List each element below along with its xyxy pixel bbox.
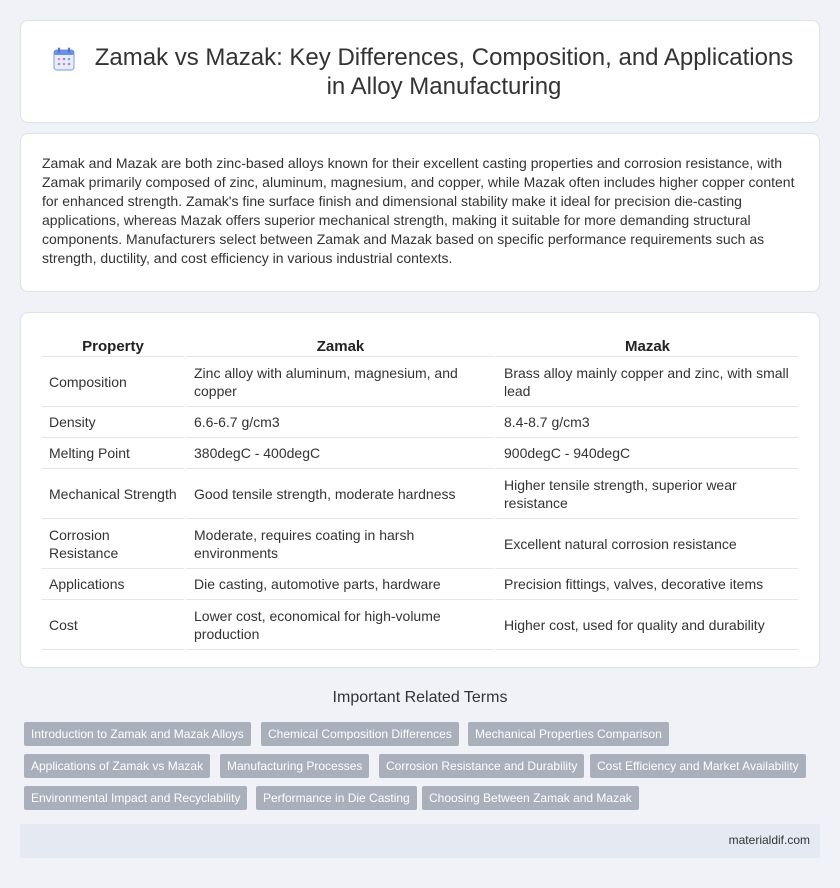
- intro-card: [20, 133, 820, 292]
- table-cell: Zinc alloy with aluminum, magnesium, and copper: [184, 357, 494, 407]
- footer-bar: [20, 824, 820, 858]
- table-row: [42, 438, 798, 469]
- related-term-chip[interactable]: Environmental Impact and Recyclability: [24, 786, 247, 810]
- related-term-chip[interactable]: Cost Efficiency and Market Availability: [590, 754, 806, 778]
- table-cell: 8.4-8.7 g/cm3: [494, 407, 798, 438]
- related-term-chip[interactable]: Choosing Between Zamak and Mazak: [422, 786, 639, 810]
- table-row: [42, 357, 798, 407]
- table-cell: Good tensile strength, moderate hardness: [184, 469, 494, 519]
- table-cell: Lower cost, economical for high-volume production: [184, 600, 494, 650]
- table-cell: Precision fittings, valves, decorative items: [494, 569, 798, 600]
- comparison-table: [42, 333, 798, 650]
- page-title: Zamak vs Mazak: Key Differences, Composition, and Applications in Alloy Manufacturing: [94, 43, 794, 100]
- header-mazak: Mazak: [494, 333, 798, 357]
- related-term-chip[interactable]: Mechanical Properties Comparison: [468, 722, 669, 746]
- related-term-chip[interactable]: Performance in Die Casting: [256, 786, 417, 810]
- related-term-chip[interactable]: Applications of Zamak vs Mazak: [24, 754, 210, 778]
- table-row: [42, 600, 798, 650]
- table-row: [42, 469, 798, 519]
- footer-site-name[interactable]: materialdif.com: [728, 833, 810, 847]
- related-terms-heading: Important Related Terms: [332, 689, 508, 706]
- table-cell: Excellent natural corrosion resistance: [494, 519, 798, 569]
- table-header-row: [42, 333, 798, 357]
- table-cell: 6.6-6.7 g/cm3: [184, 407, 494, 438]
- related-term-chip[interactable]: Chemical Composition Differences: [261, 722, 459, 746]
- table-cell: Corrosion Resistance: [42, 519, 184, 569]
- header-property: Property: [42, 333, 184, 357]
- table-cell: 380degC - 400degC: [184, 438, 494, 469]
- related-term-chip[interactable]: Manufacturing Processes: [220, 754, 369, 778]
- table-cell: Applications: [42, 569, 184, 600]
- table-cell: Higher cost, used for quality and durability: [494, 600, 798, 650]
- table-cell: 900degC - 940degC: [494, 438, 798, 469]
- comparison-table-card: [20, 312, 820, 668]
- header-zamak: Zamak: [184, 333, 494, 357]
- table-cell: Higher tensile strength, superior wear resistance: [494, 469, 798, 519]
- table-cell: Cost: [42, 600, 184, 650]
- table-cell: Melting Point: [42, 438, 184, 469]
- table-cell: Density: [42, 407, 184, 438]
- related-term-chip[interactable]: Corrosion Resistance and Durability: [379, 754, 584, 778]
- table-cell: Mechanical Strength: [42, 469, 184, 519]
- intro-paragraph: Zamak and Mazak are both zinc-based alloys known for their excellent casting properties and corrosion resistance, with Zamak primarily composed of zinc, aluminum, magnesium, and copper, while Mazak often includes higher copper content for enhanced strength. Zamak's fine surface finish and dimensional stability make it ideal for precision die-casting applications, whereas Mazak offers superior mechanical strength, making it suitable for more demanding structural components. Manufacturers select between Zamak and Mazak based on specific performance requirements such as strength, ductility, and cost efficiency in various industrial contexts.: [42, 155, 795, 266]
- table-cell: Moderate, requires coating in harsh environments: [184, 519, 494, 569]
- table-row: [42, 519, 798, 569]
- title-card: [20, 20, 820, 123]
- table-row: [42, 569, 798, 600]
- related-term-chip[interactable]: Introduction to Zamak and Mazak Alloys: [24, 722, 251, 746]
- table-cell: Die casting, automotive parts, hardware: [184, 569, 494, 600]
- table-cell: Composition: [42, 357, 184, 407]
- table-cell: Brass alloy mainly copper and zinc, with small lead: [494, 357, 798, 407]
- table-row: [42, 407, 798, 438]
